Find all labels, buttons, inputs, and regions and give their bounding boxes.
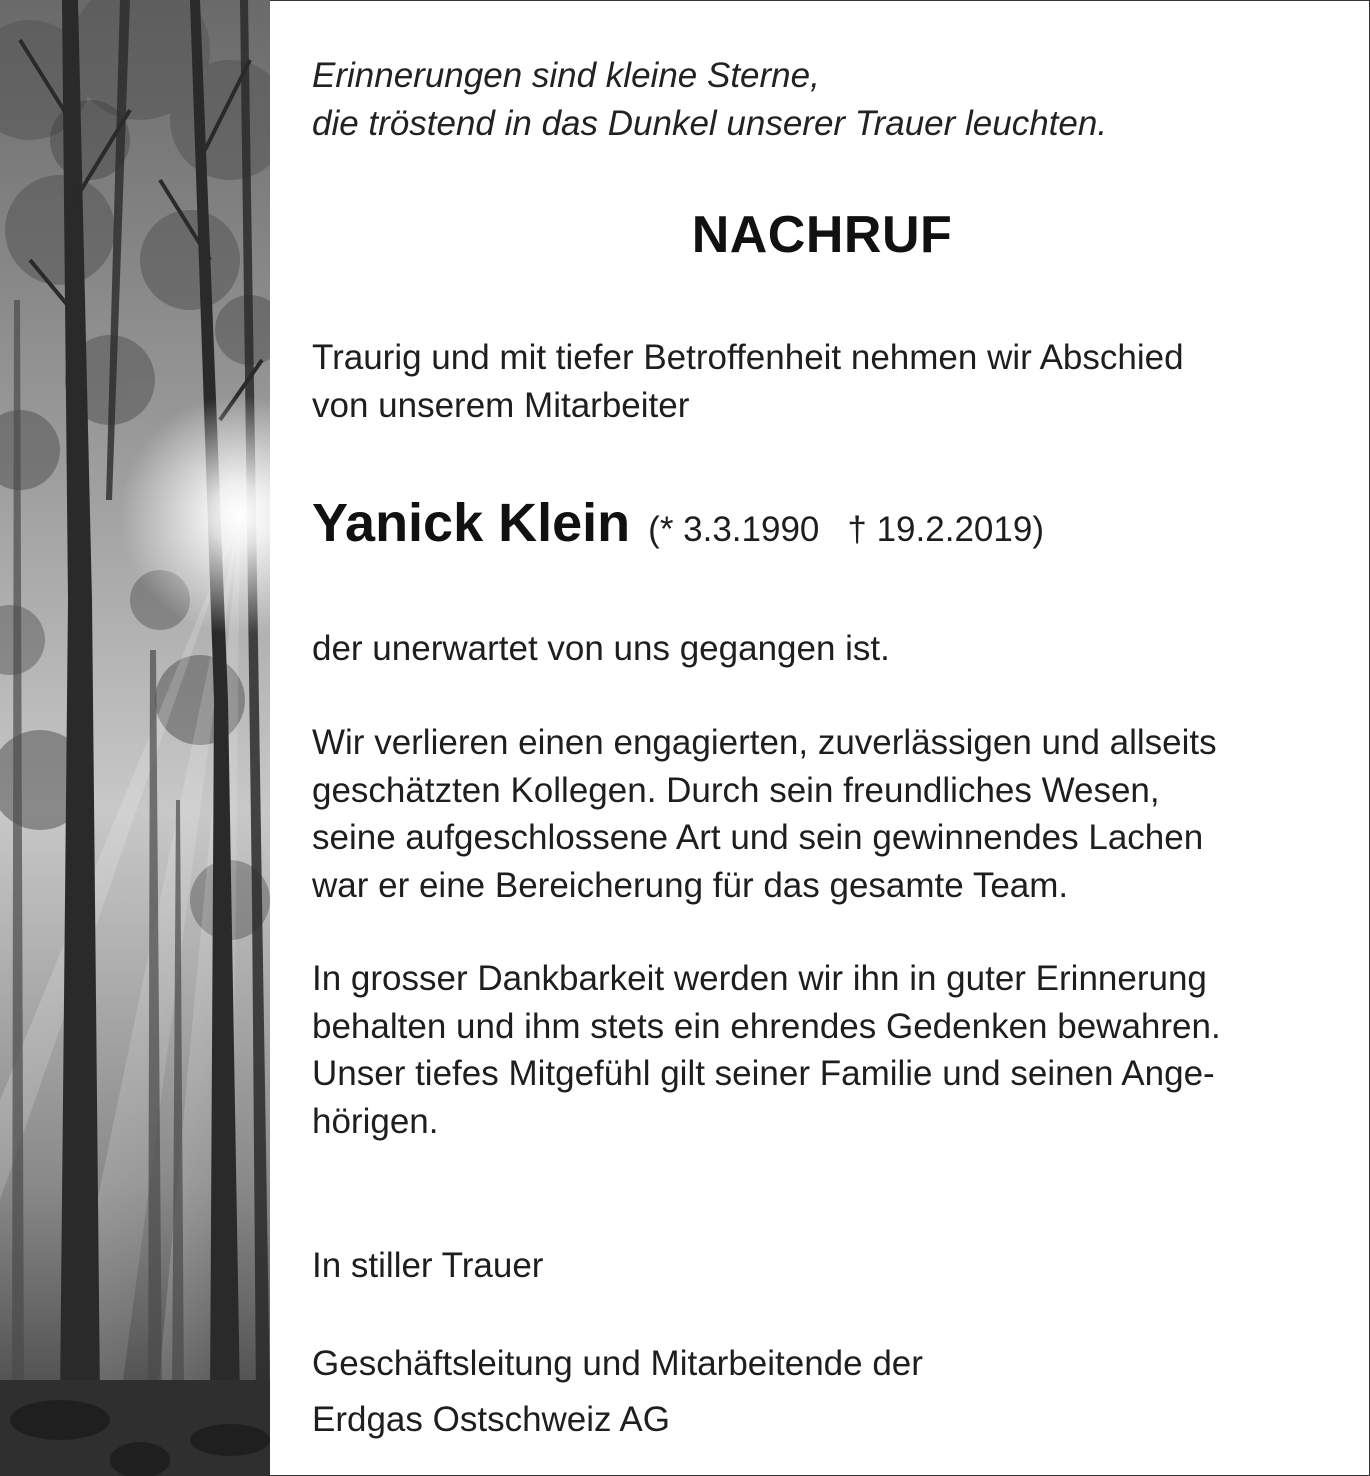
deceased-name: Yanick Klein (312, 493, 631, 553)
signature-block (312, 1336, 923, 1448)
gratitude-line-3: Unser tiefes Mitgefühl gilt seiner Familie und seinen Ange- (312, 1054, 1215, 1093)
close-paren: ) (1032, 510, 1044, 549)
forest-sunbeam-image (0, 0, 270, 1476)
tribute-line-3: seine aufgeschlossene Art und sein gewinnendes Lachen (312, 818, 1204, 857)
tribute-line-1: Wir verlieren einen engagierten, zuverlässigen und allseits (312, 723, 1217, 762)
page-title: NACHRUF (691, 206, 953, 264)
birth-date: * 3.3.1990 (659, 510, 820, 549)
motto-line-2: die tröstend in das Dunkel unserer Trauer leuchten. (312, 104, 1108, 143)
intro-paragraph (312, 334, 1184, 429)
closing-paragraph (312, 1242, 543, 1290)
signature-line-2: Erdgas Ostschweiz AG (312, 1400, 670, 1439)
tribute-line-4: war er eine Bereicherung für das gesamte Team. (312, 865, 1069, 905)
motto-line-1: Erinnerungen sind kleine Sterne, (312, 56, 820, 95)
deceased-heading (312, 492, 1044, 554)
gratitude-line-1: In grosser Dankbarkeit werden wir ihn in guter Erinnerung (312, 959, 1207, 998)
tribute-line-2: geschätzten Kollegen. Durch sein freundliches Wesen, (312, 770, 1160, 810)
signature-line-1: Geschäftsleitung und Mitarbeitende der (312, 1344, 923, 1383)
motto-quote (312, 52, 1107, 148)
intro-line-2: von unserem Mitarbeiter (312, 385, 690, 425)
open-paren: ( (648, 510, 660, 549)
closing-line: In stiller Trauer (312, 1246, 544, 1285)
gratitude-line-2: behalten und ihm stets ein ehrendes Gedenken bewahren. (312, 1006, 1221, 1046)
passed-paragraph (312, 625, 890, 673)
gratitude-paragraph (312, 955, 1221, 1145)
life-dates (648, 510, 1044, 549)
death-date: † 19.2.2019 (847, 510, 1033, 549)
tribute-paragraph (312, 719, 1217, 909)
intro-line-1: Traurig und mit tiefer Betroffenheit nehmen wir Abschied (312, 338, 1184, 377)
gratitude-line-4: hörigen. (312, 1101, 439, 1141)
passed-line: der unerwartet von uns gegangen ist. (312, 629, 890, 668)
